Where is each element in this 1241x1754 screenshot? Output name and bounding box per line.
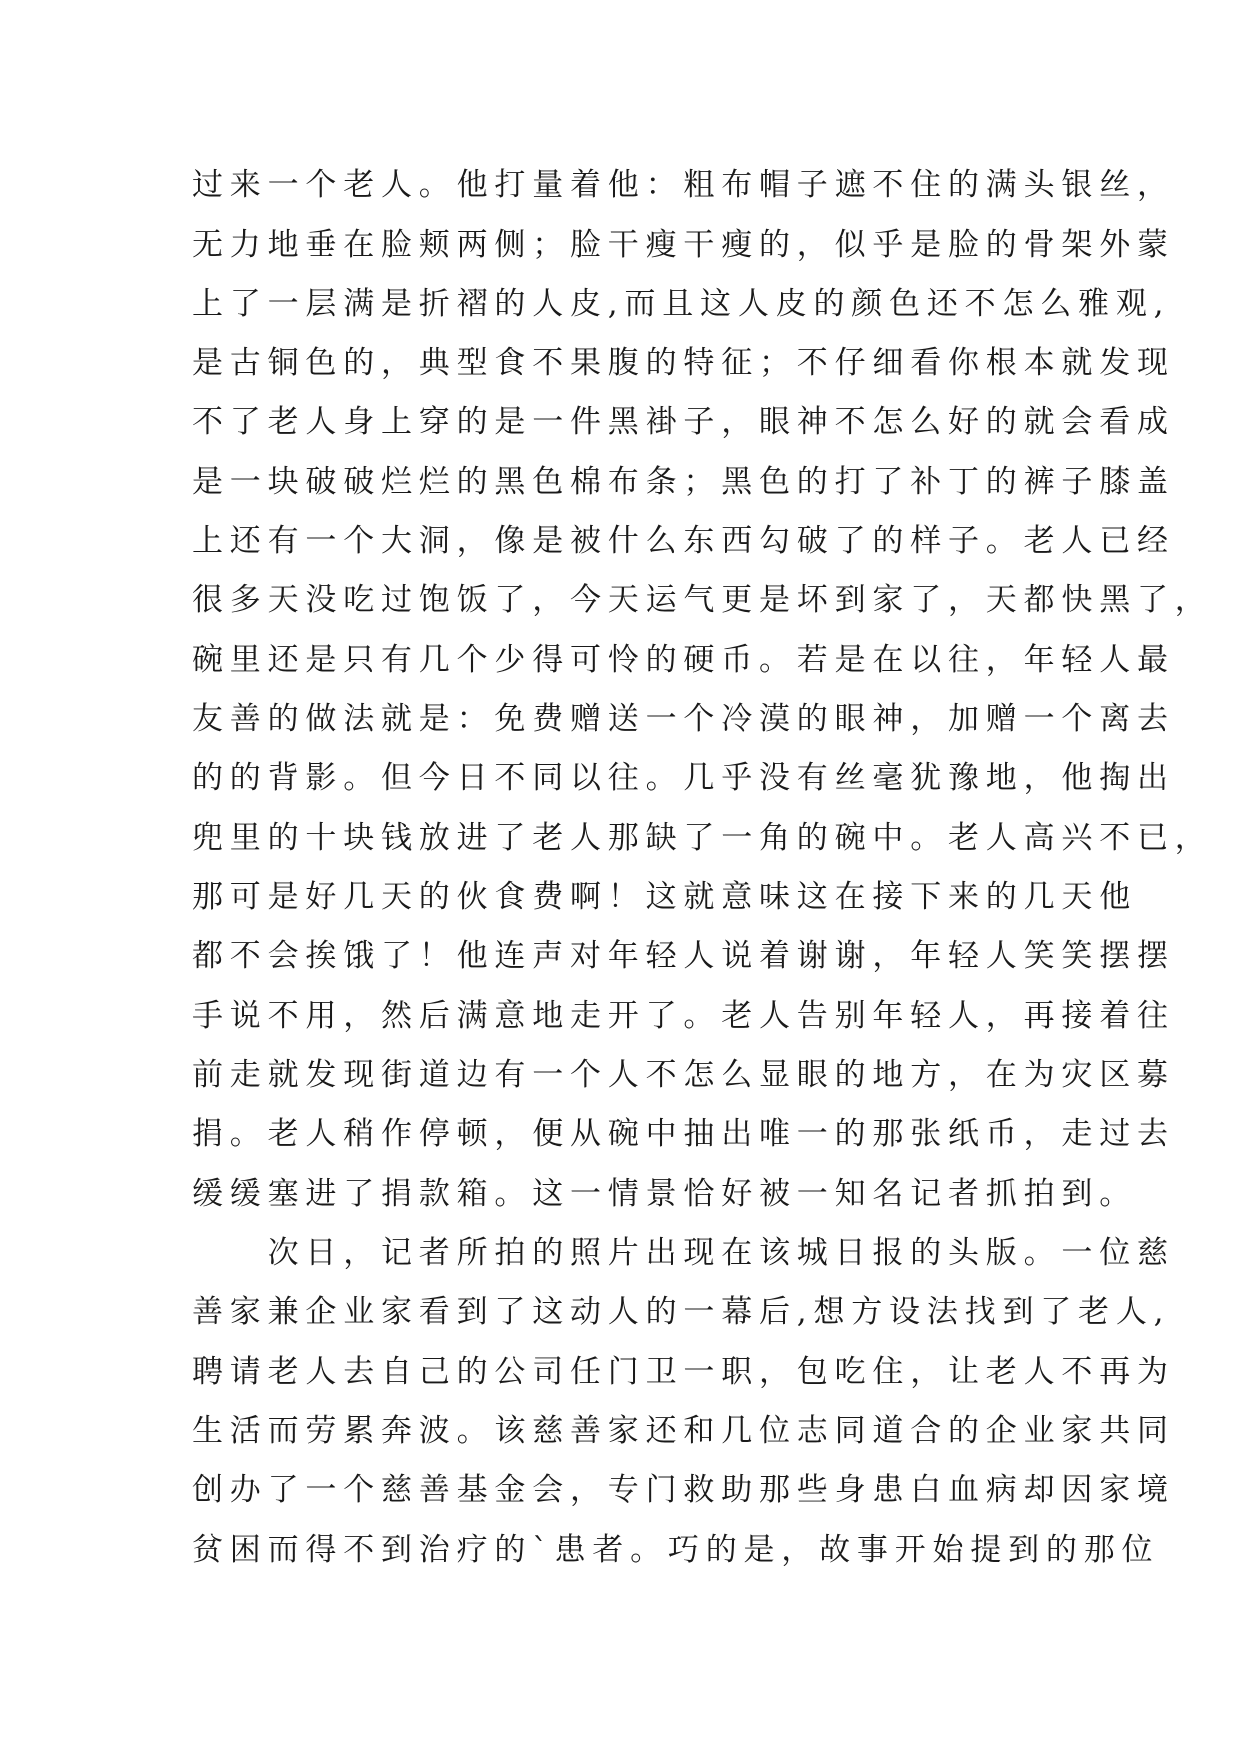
text-line: 上还有一个大洞，像是被什么东西勾破了的样子。老人已经 <box>192 523 1175 559</box>
text-line: 那可是好几天的伙食费啊！这就意味这在接下来的几天他 <box>192 879 1137 915</box>
text-line: 聘请老人去自己的公司任门卫一职，包吃住，让老人不再为 <box>192 1354 1175 1390</box>
text-line: 友善的做法就是：免费赠送一个冷漠的眼神，加赠一个离去 <box>192 701 1175 737</box>
text-line: 过来一个老人。他打量着他：粗布帽子遮不住的满头银丝， <box>192 167 1175 203</box>
text-line: 生活而劳累奔波。该慈善家还和几位志同道合的企业家共同 <box>192 1413 1175 1449</box>
text-line: 是古铜色的，典型食不果腹的特征；不仔细看你根本就发现 <box>192 345 1175 381</box>
text-line: 缓缓塞进了捐款箱。这一情景恰好被一知名记者抓拍到。 <box>192 1176 1137 1212</box>
text-line: 创办了一个慈善基金会，专门救助那些身患白血病却因家境 <box>192 1472 1175 1508</box>
text-line: 善家兼企业家看到了这动人的一幕后,想方设法找到了老人, <box>192 1294 1171 1330</box>
text-line: 兜里的十块钱放进了老人那缺了一角的碗中。老人高兴不已， <box>192 820 1213 856</box>
text-line: 贫困而得不到治疗的`患者。巧的是，故事开始提到的那位 <box>192 1532 1160 1568</box>
text-line: 不了老人身上穿的是一件黑褂子，眼神不怎么好的就会看成 <box>192 404 1175 440</box>
text-line: 的的背影。但今日不同以往。几乎没有丝毫犹豫地，他掏出 <box>192 760 1175 796</box>
text-line: 碗里还是只有几个少得可怜的硬币。若是在以往，年轻人最 <box>192 642 1175 678</box>
text-line: 是一块破破烂烂的黑色棉布条；黑色的打了补丁的裤子膝盖 <box>192 464 1175 500</box>
text-line: 手说不用，然后满意地走开了。老人告别年轻人，再接着往 <box>192 998 1175 1034</box>
text-line: 捐。老人稍作停顿，便从碗中抽出唯一的那张纸币，走过去 <box>192 1116 1175 1152</box>
text-line: 都不会挨饿了！他连声对年轻人说着谢谢，年轻人笑笑摆摆 <box>192 938 1175 974</box>
text-line: 次日，记者所拍的照片出现在该城日报的头版。一位慈 <box>192 1235 1175 1271</box>
text-line: 很多天没吃过饱饭了，今天运气更是坏到家了，天都快黑了， <box>192 582 1213 618</box>
text-line: 无力地垂在脸颊两侧；脸干瘦干瘦的，似乎是脸的骨架外蒙 <box>192 227 1175 263</box>
text-line: 前走就发现街道边有一个人不怎么显眼的地方，在为灾区募 <box>192 1057 1175 1093</box>
text-line: 上了一层满是折褶的人皮,而且这人皮的颜色还不怎么雅观, <box>192 286 1171 322</box>
